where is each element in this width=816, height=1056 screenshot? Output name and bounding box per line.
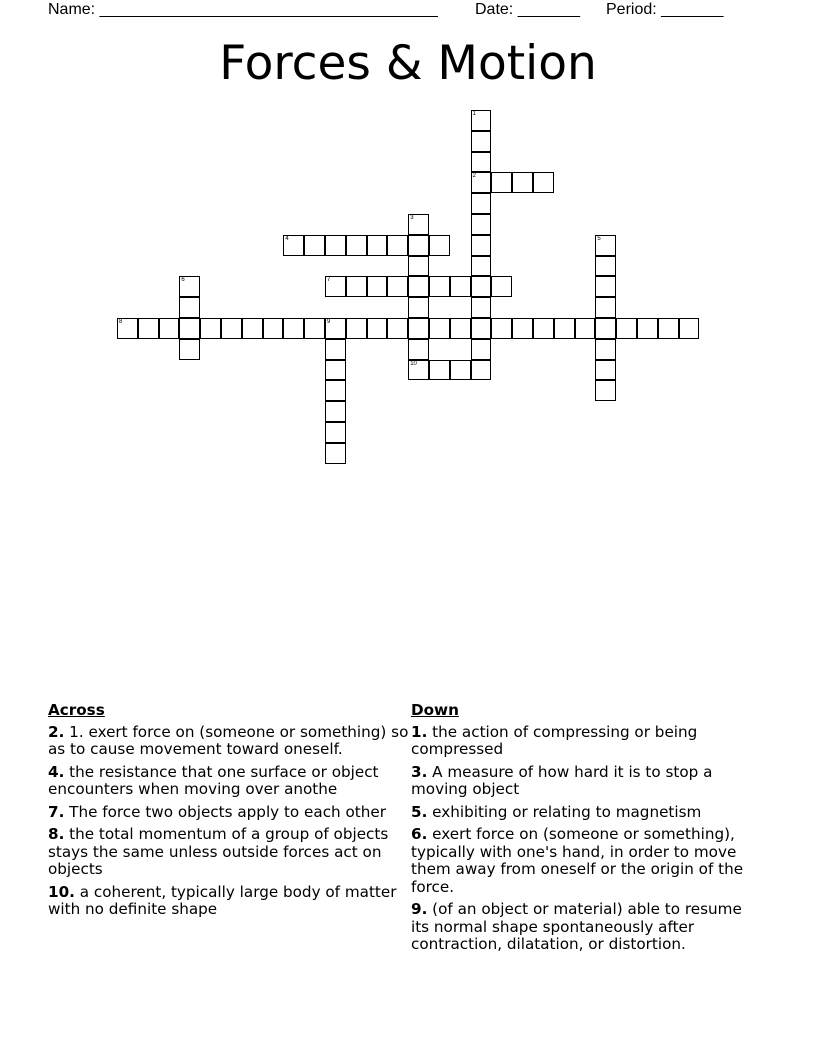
crossword-cell[interactable] xyxy=(471,339,492,360)
crossword-cell[interactable] xyxy=(429,318,450,339)
clue-text: the action of compressing or being compressed xyxy=(411,722,698,758)
crossword-cell[interactable] xyxy=(512,172,533,193)
crossword-cell[interactable] xyxy=(408,339,429,360)
clue-number: 6. xyxy=(411,825,428,843)
crossword-cell[interactable] xyxy=(221,318,242,339)
crossword-cell[interactable] xyxy=(304,318,325,339)
crossword-cell[interactable] xyxy=(471,297,492,318)
crossword-cell[interactable] xyxy=(512,318,533,339)
crossword-cell[interactable] xyxy=(429,235,450,256)
crossword-cell[interactable] xyxy=(679,318,700,339)
clue-text: the total momentum of a group of objects stays the same unless outside forces act on objects xyxy=(48,825,389,878)
crossword-cell[interactable] xyxy=(616,318,637,339)
crossword-cell[interactable] xyxy=(471,193,492,214)
crossword-cell[interactable] xyxy=(575,318,596,339)
crossword-cell[interactable] xyxy=(471,235,492,256)
cell-number: 9 xyxy=(327,319,331,325)
clue-number: 8. xyxy=(48,825,65,843)
crossword-cell[interactable] xyxy=(408,256,429,277)
crossword-cell[interactable] xyxy=(595,339,616,360)
crossword-cell[interactable] xyxy=(471,214,492,235)
crossword-cell[interactable] xyxy=(595,235,616,256)
crossword-cell[interactable] xyxy=(595,297,616,318)
crossword-cell[interactable] xyxy=(325,276,346,297)
clue-number: 3. xyxy=(411,762,428,781)
crossword-cell[interactable] xyxy=(367,276,388,297)
across-clue xyxy=(48,884,410,919)
across-clue xyxy=(48,826,410,879)
crossword-cell[interactable] xyxy=(179,339,200,360)
crossword-cell[interactable] xyxy=(533,172,554,193)
crossword-cell[interactable] xyxy=(179,318,200,339)
across-clue xyxy=(48,764,410,799)
cell-number: 3 xyxy=(410,215,414,221)
crossword-cell[interactable] xyxy=(471,172,492,193)
clue-text: A measure of how hard it is to stop a moving object xyxy=(411,762,713,798)
across-clue xyxy=(48,724,410,759)
down-clue xyxy=(411,764,761,799)
crossword-cell[interactable] xyxy=(325,401,346,422)
crossword-cell[interactable] xyxy=(637,318,658,339)
worksheet-title: Forces & Motion xyxy=(219,36,597,91)
crossword-cell[interactable] xyxy=(325,422,346,443)
name-field[interactable]: Name: ______________________________________ xyxy=(48,1,438,18)
crossword-cell[interactable] xyxy=(117,318,138,339)
crossword-cell[interactable] xyxy=(408,235,429,256)
down-clue xyxy=(411,901,761,954)
crossword-cell[interactable] xyxy=(263,318,284,339)
crossword-cell[interactable] xyxy=(408,360,429,381)
crossword-cell[interactable] xyxy=(325,443,346,464)
crossword-cell[interactable] xyxy=(367,235,388,256)
crossword-cell[interactable] xyxy=(179,276,200,297)
cell-number: 7 xyxy=(327,277,331,284)
down-clue xyxy=(411,826,761,896)
clue-text: The force two objects apply to each other xyxy=(69,802,386,821)
clue-text: the resistance that one surface or object encounters when moving over anothe xyxy=(48,762,379,798)
across-clue xyxy=(48,804,410,822)
crossword-cell[interactable] xyxy=(325,318,346,339)
clue-text: a coherent, typically large body of matter with no definite shape xyxy=(48,882,397,918)
crossword-cell[interactable] xyxy=(304,235,325,256)
crossword-cell[interactable] xyxy=(159,318,180,339)
crossword-cell[interactable] xyxy=(408,214,429,235)
crossword-grid xyxy=(0,0,816,520)
crossword-cell[interactable] xyxy=(242,318,263,339)
crossword-cell[interactable] xyxy=(450,360,471,381)
crossword-cell[interactable] xyxy=(471,256,492,277)
crossword-cell[interactable] xyxy=(325,380,346,401)
cell-number: 2 xyxy=(472,173,476,180)
crossword-cell[interactable] xyxy=(367,318,388,339)
crossword-cell[interactable] xyxy=(533,318,554,339)
crossword-cell[interactable] xyxy=(595,380,616,401)
clue-number: 7. xyxy=(48,802,65,821)
cell-number: 4 xyxy=(285,235,289,242)
crossword-cell[interactable] xyxy=(429,360,450,381)
clue-number: 2. xyxy=(48,722,65,741)
crossword-cell[interactable] xyxy=(283,235,304,256)
down-clues xyxy=(411,702,761,959)
crossword-cell[interactable] xyxy=(595,256,616,277)
crossword-cell[interactable] xyxy=(346,318,367,339)
crossword-cell[interactable] xyxy=(325,235,346,256)
crossword-cell[interactable] xyxy=(346,235,367,256)
clue-text: exert force on (someone or something), typically with one's hand, in order to move them away from oneself or the origin of the force. xyxy=(411,825,744,896)
cell-number: 10 xyxy=(410,360,417,367)
crossword-cell[interactable] xyxy=(595,276,616,297)
cell-number: 8 xyxy=(119,319,123,325)
date-field[interactable]: Date: _______ xyxy=(475,1,580,18)
clue-text: 1. exert force on (someone or something) so as to cause movement toward oneself. xyxy=(48,722,409,758)
clue-number: 5. xyxy=(411,802,428,821)
crossword-cell[interactable] xyxy=(491,172,512,193)
crossword-cell[interactable] xyxy=(554,318,575,339)
down-heading: Down xyxy=(411,701,459,719)
crossword-cell[interactable] xyxy=(491,276,512,297)
crossword-cell[interactable] xyxy=(387,235,408,256)
crossword-cell[interactable] xyxy=(658,318,679,339)
crossword-cell[interactable] xyxy=(138,318,159,339)
crossword-cell[interactable] xyxy=(325,339,346,360)
crossword-cell[interactable] xyxy=(283,318,304,339)
crossword-cell[interactable] xyxy=(346,276,367,297)
crossword-cell[interactable] xyxy=(387,318,408,339)
crossword-cell[interactable] xyxy=(408,297,429,318)
crossword-cell[interactable] xyxy=(408,318,429,339)
crossword-cell[interactable] xyxy=(471,318,492,339)
crossword-cell[interactable] xyxy=(595,318,616,339)
clue-number: 9. xyxy=(411,900,428,918)
crossword-cell[interactable] xyxy=(387,276,408,297)
crossword-cell[interactable] xyxy=(471,360,492,381)
across-clues xyxy=(48,702,410,924)
clue-number: 1. xyxy=(411,722,428,741)
period-field[interactable]: Period: _______ xyxy=(606,1,724,18)
clue-number: 10. xyxy=(48,882,75,901)
crossword-cell[interactable] xyxy=(471,152,492,173)
crossword-cell[interactable] xyxy=(471,110,492,131)
crossword-cell[interactable] xyxy=(179,297,200,318)
crossword-cell[interactable] xyxy=(450,276,471,297)
clue-text: exhibiting or relating to magnetism xyxy=(432,802,702,821)
crossword-cell[interactable] xyxy=(429,276,450,297)
crossword-cell[interactable] xyxy=(471,131,492,152)
clue-text: (of an object or material) able to resume its normal shape spontaneously after contraction, dilatation, or distortion. xyxy=(411,900,742,953)
crossword-cell[interactable] xyxy=(408,276,429,297)
crossword-cell[interactable] xyxy=(200,318,221,339)
crossword-cell[interactable] xyxy=(491,318,512,339)
cell-number: 5 xyxy=(597,235,601,242)
crossword-cell[interactable] xyxy=(595,360,616,381)
down-clue xyxy=(411,724,761,759)
cell-number: 6 xyxy=(181,277,185,284)
cell-number: 1 xyxy=(472,111,476,117)
across-heading: Across xyxy=(48,702,105,719)
crossword-cell[interactable] xyxy=(450,318,471,339)
crossword-cell[interactable] xyxy=(471,276,492,297)
clue-number: 4. xyxy=(48,762,65,781)
crossword-cell[interactable] xyxy=(325,360,346,381)
down-clue xyxy=(411,804,761,822)
